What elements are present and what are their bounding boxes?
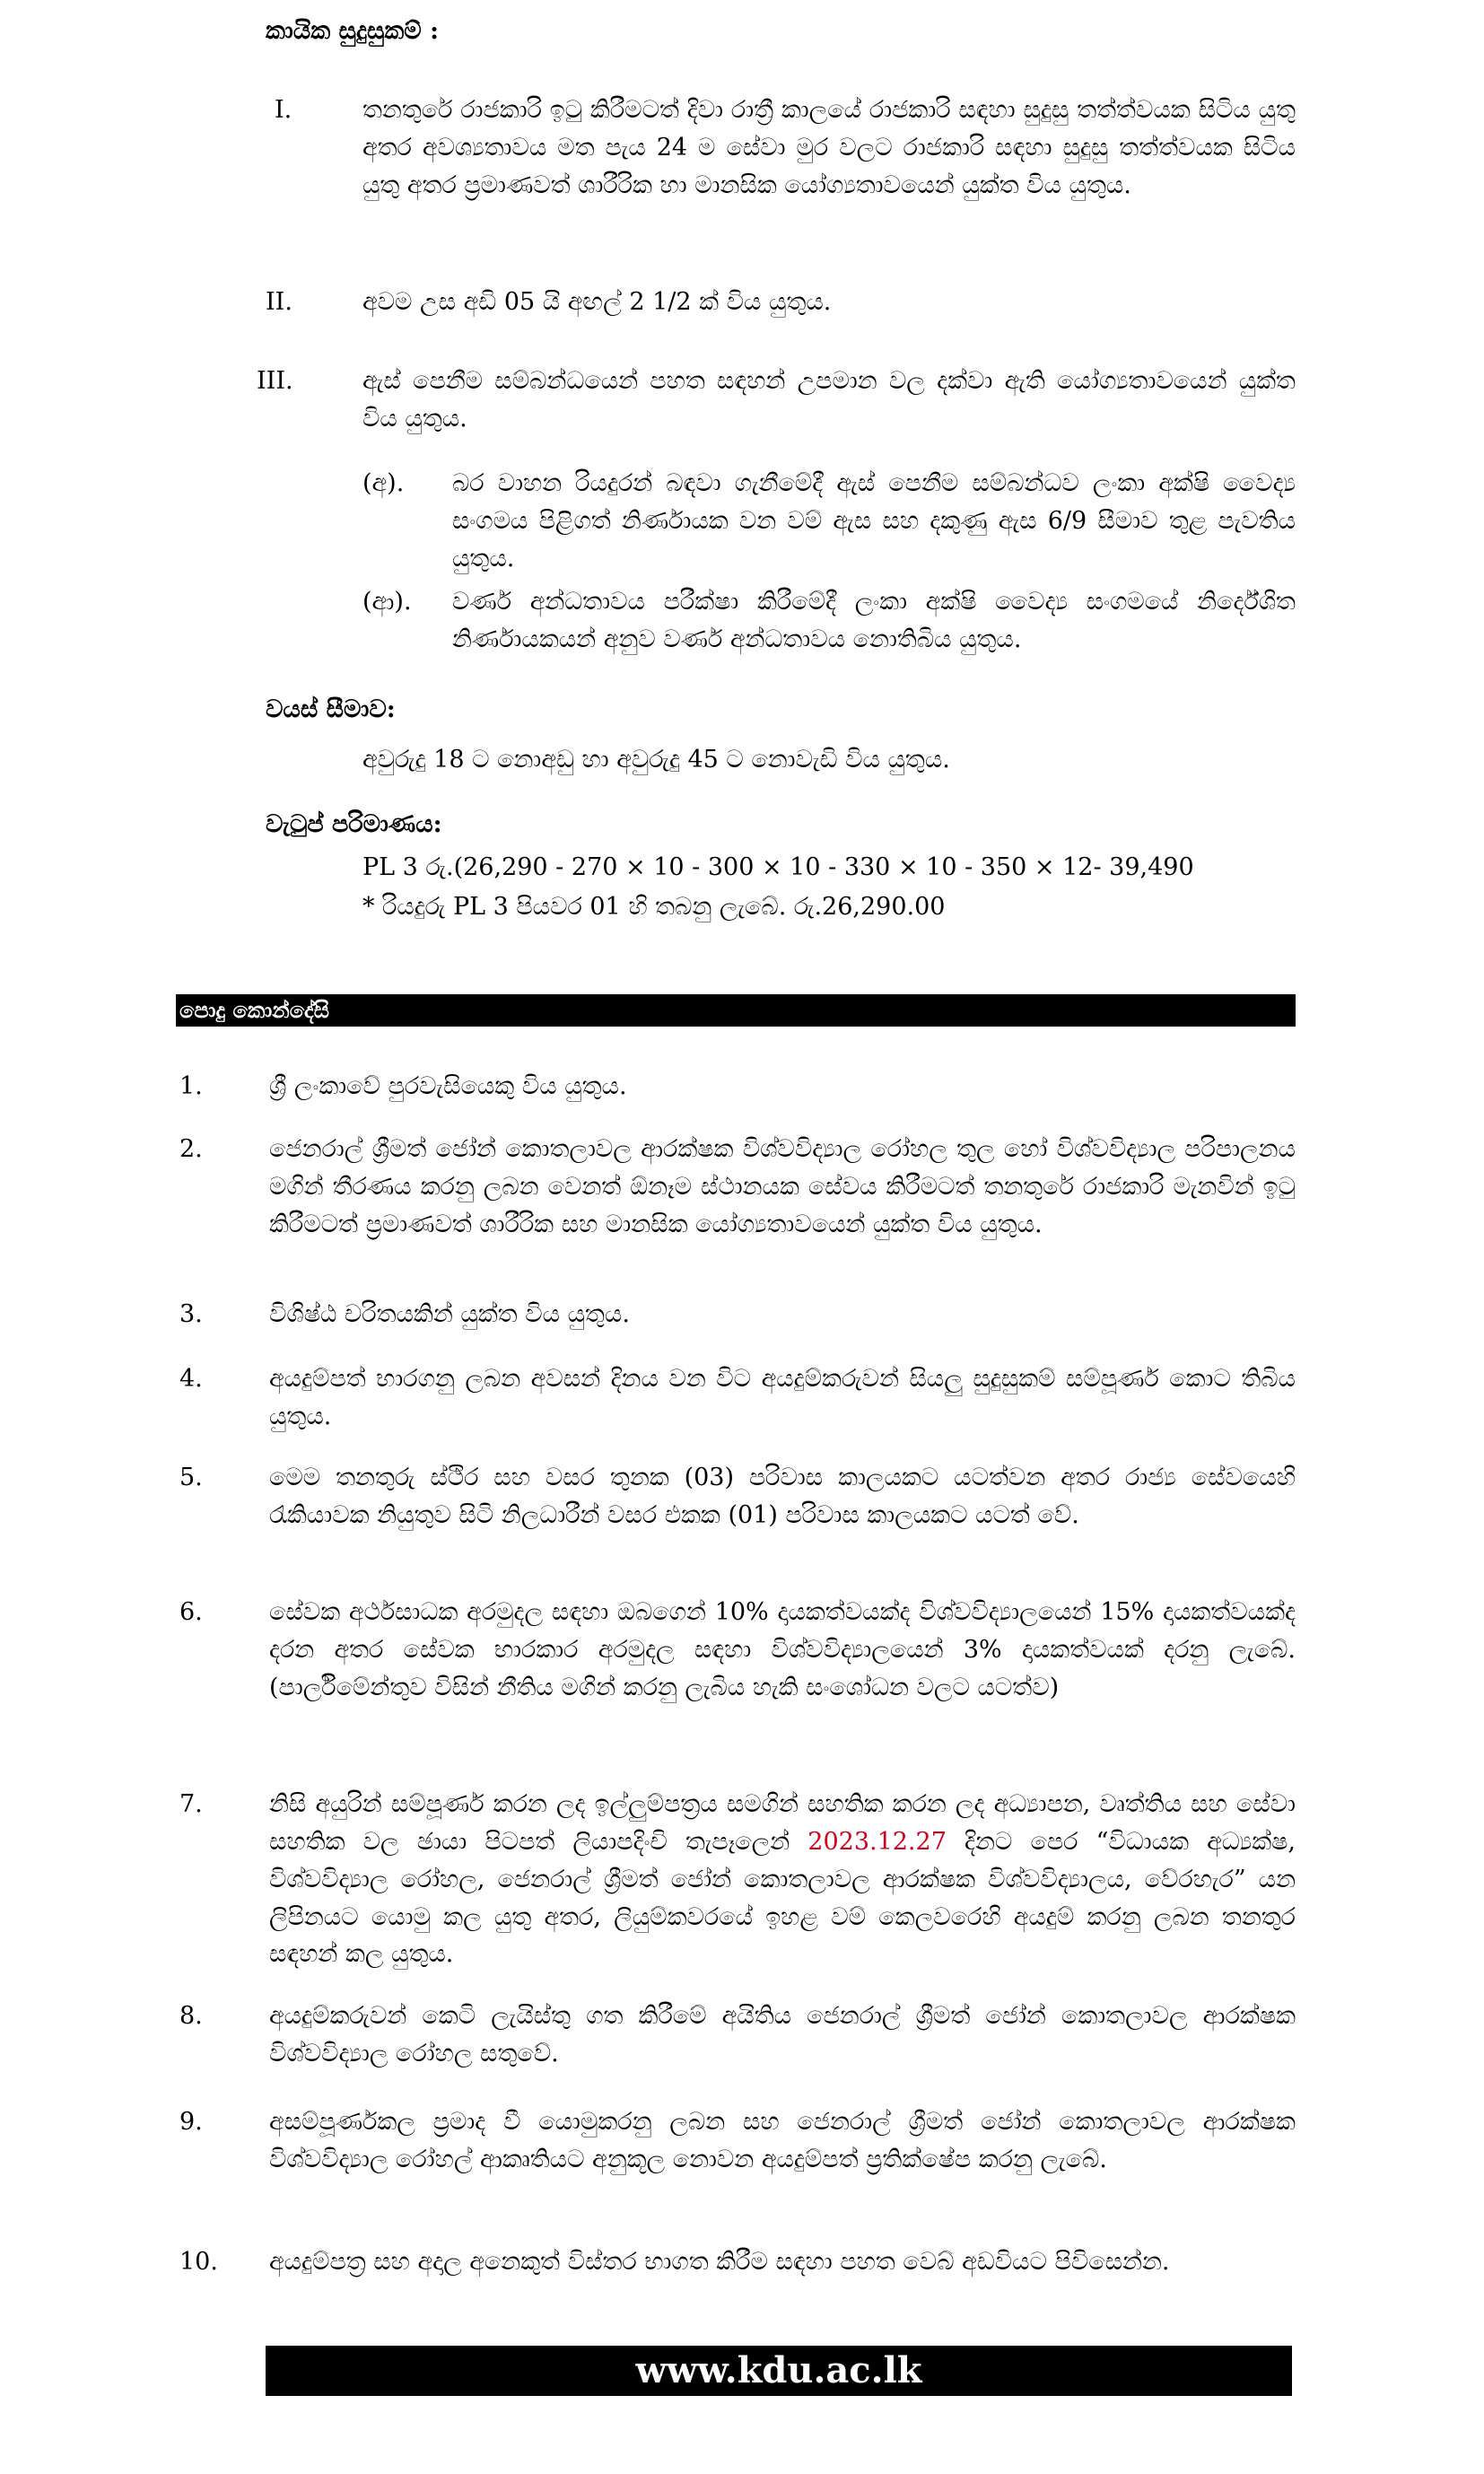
general-item-text: නිසි අයුරින් සම්පූර්ණ කරන ලද ඉල්ලුම්පත්‍රය සමගින් සහතික කරන ලද අධ්‍යාපන, වෘත්තිය සහ සේවා සහතික වල ඡායා පිටපත් ලියාපදිංචි තැපෑලෙන් 2023.12.27 දිනට පෙර “විධායක අධ්‍යක්ෂ, විශ්වවිද්‍යාල රෝහල, ජෙනරාල් ශ්‍රීමත් ජෝන් කොතලාවල ආරක්ෂක විශ්වවිද්‍යාලය, වේරහැර” යන ලිපිනයට යොමු කල යුතු අතර, ලියුම්කවරයේ ඉහළ වම් කෙලවරෙහි අයදුම් කරනු ලබන තනතුර සඳහන් කල යුතුය. bbox=[269, 1790, 1296, 1969]
general-item-label: 1. bbox=[179, 1072, 203, 1100]
physical-item-text: ඇස් පෙනීම සම්බන්ධයෙන් පහත සඳහන් උපමාන වල දක්වා ඇති යෝග්‍යතාවයෙන් යුක්ත විය යුතුය. bbox=[362, 367, 1296, 433]
general-item-label: 4. bbox=[179, 1365, 203, 1393]
physical-item-text: අවම උස අඩි 05 යි අඟල් 2 1/2 ක් විය යුතුය. bbox=[362, 288, 832, 316]
sub-item-text: බර වාහන රියදුරන් බඳවා ගැනීමේදී ඇස් පෙනීම සම්බන්ධව ලංකා අක්ෂි වෛද්‍ය සංගමය පිළිගත් නිර්ණායක වන වම් ඇස සහ දකුණු ඇස 6/9 සීමාව තුළ පැවතිය යුතුය. bbox=[452, 469, 1296, 573]
general-item-label: 10. bbox=[179, 2248, 218, 2276]
deadline-date: 2023.12.27 bbox=[807, 1827, 947, 1856]
age-text: අවුරුදු 18 ට නොඅඩු හා අවුරුදු 45 ට නොවැඩි විය යුතුය. bbox=[362, 746, 950, 774]
general-item-label: 3. bbox=[179, 1300, 203, 1328]
general-item-text: අයදුම්කරුවන් කෙටි ලැයිස්තු ගත කිරීමේ අයිතිය ජෙනරාල් ශ්‍රීමත් ජෝන් කොතලාවල ආරක්ෂක විශ්වවිද්‍යාල රෝහල සතුවේ. bbox=[269, 2002, 1296, 2067]
general-item-text: විශිෂ්ඨ චරිතයකින් යුක්ත විය යුතුය. bbox=[269, 1300, 630, 1328]
general-item-text: අසම්පූර්ණකල ප්‍රමාද වී යොමුකරනු ලබන සහ ජෙනරාල් ශ්‍රීමත් ජෝන් කොතලාවල ආරක්ෂක විශ්වවිද්‍යාල රෝහල් ආකෘතියට අනුකූල නොවන අයදුම්පත් ප්‍රතික්ෂේප කරනු ලැබේ. bbox=[269, 2108, 1296, 2173]
physical-item-label: I. bbox=[275, 96, 292, 124]
general-item-text: මෙම තනතුරු ස්ථිර සහ වසර තුනක (03) පරිවාස කාලයකට යටත්වන අතර රාජ්‍ය සේවයෙහි රැකියාවක නියුතුව සිටි නිලධාරීන් වසර එකක (01) පරිවාස කාලයකට යටත් වේ. bbox=[269, 1464, 1296, 1529]
physical-item-label: II. bbox=[266, 288, 292, 316]
general-item-text: ජෙනරාල් ශ්‍රීමත් ජෝන් කොතලාවල ආරක්ෂක විශ්වවිද්‍යාල රෝහල තුල හෝ විශ්වවිද්‍යාල පරිපාලනය මගින් තීරණය කරනු ලබන වෙනත් ඕනෑම ස්ථානයක සේවය කිරීමටත් තනතුරේ රාජකාරි මැනවින් ඉටු කිරීමටත් ප්‍රමාණවත් ශාරීරික සහ මානසික යෝග්‍යතාවයෙන් යුක්ත විය යුතුය. bbox=[269, 1135, 1296, 1238]
website-link[interactable]: www.kdu.ac.lk bbox=[266, 2346, 1292, 2396]
salary-heading: වැටුප් පරිමාණය: bbox=[266, 810, 442, 838]
physical-item-label: III. bbox=[257, 367, 293, 395]
sub-item-label: (අ). bbox=[362, 469, 405, 497]
general-item-label: 2. bbox=[179, 1135, 203, 1163]
general-item-text: අයදුම්පත්‍ර සහ අදාල අනෙකුත් විස්තර භාගත කිරීම සඳහා පහත වෙබ් අඩවියට පිවිසෙන්න. bbox=[269, 2248, 1170, 2276]
general-item-label: 5. bbox=[179, 1464, 203, 1491]
physical-item-text: තනතුරේ රාජකාරි ඉටු කිරීමටත් දිවා රාත්‍රී කාලයේ රාජකාරි සඳහා සුදුසු තත්ත්වයක සිටිය යුතු අතර අවශ්‍යතාවය මත පැය 24 ම සේවා මුර වලට රාජකාරි සඳහා සුදුසු තත්ත්වයක සිටිය යුතු අතර ප්‍රමාණවත් ශාරීරික හා මානසික යෝග්‍යතාවයෙන් යුක්ත විය යුතුය. bbox=[362, 96, 1296, 199]
general-item-text: ශ්‍රී ලංකාවේ පුරවැසියෙකු විය යුතුය. bbox=[269, 1072, 627, 1100]
general-item-label: 6. bbox=[179, 1598, 203, 1626]
general-item-label: 7. bbox=[179, 1790, 203, 1818]
physical-heading: කායික සුදුසුකම් : bbox=[266, 17, 440, 45]
age-heading: වයස් සීමාව: bbox=[266, 695, 396, 723]
general-item-label: 9. bbox=[179, 2108, 203, 2136]
general-item-text: සේවක අර්ථසාධක අරමුදල සඳහා ඔබගෙන් 10% දායකත්වයක්ද විශ්වවිද්‍යාලයෙන් 15% දායකත්වයක්ද දරන අතර සේවක භාරකාර අරමුදල සඳහා විශ්වවිද්‍යාලයෙන් 3% දායකත්වයක් දරනු ලැබේ. (පාර්ලිමේන්තුව විසින් නීතිය මගින් කරනු ලැබිය හැකි සංශෝධන වලට යටත්ව) bbox=[269, 1598, 1296, 1701]
general-conditions-title: පොදු කොන්දේසි bbox=[176, 994, 1296, 1027]
sub-item-label: (ආ). bbox=[362, 588, 412, 616]
salary-line2: * රියදුරු PL 3 පියවර 01 හි තබනු ලැබේ. රු.26,290.00 bbox=[362, 893, 946, 921]
general-item-text: අයදුම්පත් භාරගනු ලබන අවසන් දිනය වන විට අයදුම්කරුවන් සියලු සුදුසුකම් සම්පූර්ණ කොට තිබිය යුතුය. bbox=[269, 1365, 1296, 1430]
general-item-label: 8. bbox=[179, 2002, 203, 2030]
sub-item-text: වර්ණ අන්ධතාවය පරීක්ෂා කිරීමේදී ලංකා අක්ෂි වෛද්‍ය සංගමයේ නිර්දේශිත නිර්ණායකයන් අනුව වර්ණ අන්ධතාවය නොතිබිය යුතුය. bbox=[452, 588, 1296, 653]
salary-line1: PL 3 රු.(26,290 - 270 × 10 - 300 × 10 - 330 × 10 - 350 × 12- 39,490 bbox=[362, 853, 1194, 881]
